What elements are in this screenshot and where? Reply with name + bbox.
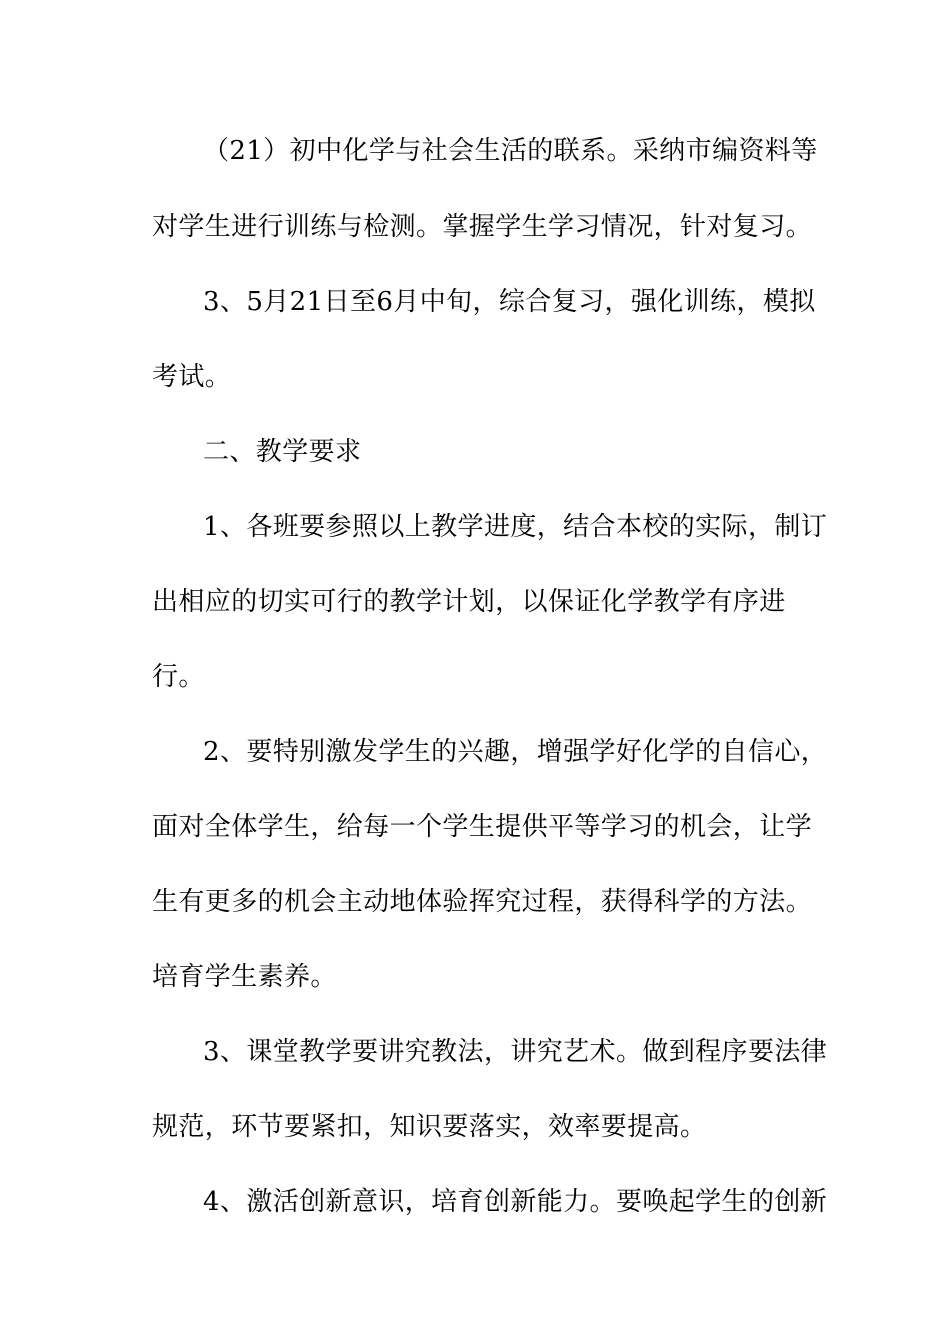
paragraph-line: 出相应的切实可行的教学计划，以保证化学教学有序进 — [152, 587, 786, 617]
paragraph-line: 3、课堂教学要讲究教法，讲究艺术。做到程序要法律 — [203, 1037, 828, 1067]
paragraph-line: （21）初中化学与社会生活的联系。采纳市编资料等 — [203, 136, 818, 166]
paragraph-line: 规范，环节要紧扣，知识要落实，效率要提高。 — [152, 1112, 707, 1142]
paragraph-line: 对学生进行训练与检测。掌握学生学习情况，针对复习。 — [152, 212, 813, 242]
paragraph-line: 面对全体学生，给每一个学生提供平等学习的机会，让学 — [152, 812, 813, 842]
paragraph-line: 生有更多的机会主动地体验挥究过程，获得科学的方法。 — [152, 887, 813, 917]
section-heading: 二、教学要求 — [203, 437, 362, 467]
paragraph-line: 行。 — [152, 662, 205, 692]
paragraph-line: 培育学生素养。 — [152, 962, 337, 992]
paragraph-line: 2、要特别激发学生的兴趣，增强学好化学的自信心， — [203, 737, 828, 767]
paragraph-line: 1、各班要参照以上教学进度，结合本校的实际，制订 — [203, 512, 828, 542]
paragraph-line: 考试。 — [152, 362, 232, 392]
paragraph-line: 4、激活创新意识，培育创新能力。要唤起学生的创新 — [203, 1187, 828, 1217]
paragraph-line: 3、5月21日至6月中旬，综合复习，强化训练，模拟 — [203, 287, 816, 317]
